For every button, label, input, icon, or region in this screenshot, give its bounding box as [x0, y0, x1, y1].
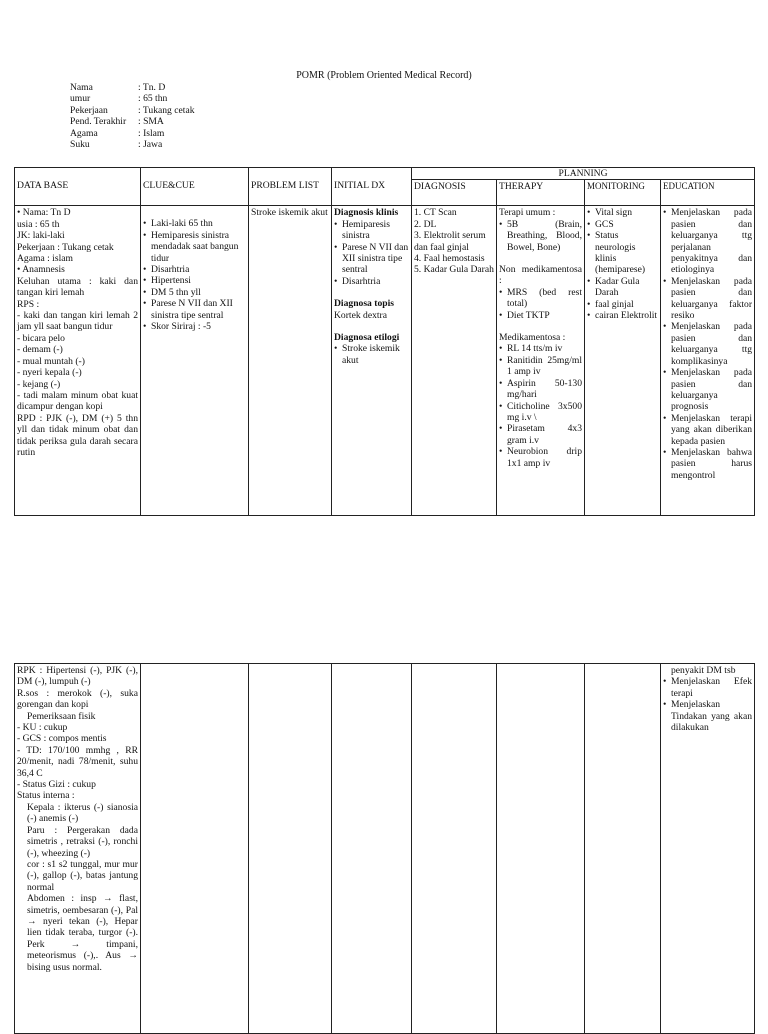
identity-label: umur [70, 93, 91, 105]
education-item: • Menjelaskan terapi yang akan diberikan kepada pasien [663, 413, 752, 447]
clue-cue-cell [141, 206, 249, 516]
dx-klinis-item: • Disarhtria [334, 276, 409, 287]
db-line: Pekerjaan : Tukang cetak [17, 241, 114, 253]
db-line: Paru : Pergerakan dada simetris , retraksi (-), ronchi (-), wheezing (-) [27, 824, 138, 859]
db-line: R.sos : merokok (-), suka gorengan dan kopi [17, 687, 138, 711]
db-line: - KU : cukup [17, 722, 68, 734]
diagnosis-cell [412, 206, 497, 516]
db-line: RPD : PJK (-), DM (+) 5 thn yll dan tidak minum obat dan tidak periksa gula darah secara rutin [17, 412, 138, 458]
patient-identity [70, 82, 298, 150]
header-data-base: DATA BASE [15, 168, 141, 206]
monitoring-item: • Status neurologis klinis (hemiparese) [587, 230, 658, 276]
therapy-item: • Pirasetam 4x3 gram i.v [499, 423, 582, 446]
identity-label: Nama [70, 82, 93, 93]
header-education: EDUCATION [661, 180, 755, 206]
education-item: • Menjelaskan pada pasien dan keluarganya faktor resiko [663, 276, 752, 322]
db-line: - tadi malam minum obat kuat dicampur dengan kopi [17, 389, 138, 413]
db-line: - bicara pelo [17, 332, 65, 344]
identity-label: Agama [70, 127, 98, 139]
education-item: • Menjelaskan pada pasien dan keluarganya ttg komplikasinya [663, 321, 752, 367]
identity-label: Pend. Terakhir [70, 116, 127, 128]
therapy-item: • Aspirin 50-130 mg/hari [499, 378, 582, 401]
therapy-item: • Ranitidin 25mg/ml 1 amp iv [499, 355, 582, 378]
diagnosis-item: 2. DL [414, 218, 437, 230]
monitoring-item: • Vital sign [587, 207, 658, 218]
education-item: • Menjelaskan bahwa pasien harus mengontrol [663, 447, 752, 481]
db-line: JK: laki-laki [17, 230, 65, 242]
identity-value: : SMA [138, 116, 164, 128]
header-problem-list: PROBLEM LIST [249, 168, 332, 206]
db-line: RPK : Hipertensi (-), PJK (-), DM (-), lumpuh (-) [17, 665, 138, 688]
dx-topis-title: Diagnosa topis [334, 298, 394, 310]
diagnosis-item: 5. Kadar Gula Darah [414, 264, 494, 276]
education-item: • Menjelaskan Efek terapi [663, 676, 752, 699]
db-line: - kejang (-) [17, 378, 61, 390]
dx-topis-value: Kortek dextra [334, 309, 388, 321]
monitoring-item: • cairan Elektrolit [587, 310, 658, 321]
identity-value: : Tukang cetak [138, 104, 195, 116]
db-line: - GCS : compos mentis [17, 733, 107, 745]
db-line: - Status Gizi : cukup [17, 779, 96, 791]
therapy-cell [497, 206, 585, 516]
therapy-item: • RL 14 tts/m iv [499, 343, 582, 354]
education-item: • Menjelaskan pada pasien dan keluarganya prognosis [663, 367, 752, 413]
monitoring-item: • faal ginjal [587, 299, 658, 310]
header-initial-dx: INITIAL DX [332, 168, 412, 206]
monitoring-cell-cont [585, 664, 661, 1034]
pomr-table-page2 [14, 663, 755, 1034]
dx-klinis-item: • Parese N VII dan XII sinistra tipe sentral [334, 242, 409, 276]
monitoring-item: • Kadar Gula Darah [587, 276, 658, 299]
header-diagnosis: DIAGNOSIS [412, 180, 497, 206]
db-line: - TD: 170/100 mmhg , RR 20/menit, nadi 78/menit, suhu 36,4 C [17, 744, 138, 779]
clue-item: • Laki-laki 65 thn [143, 218, 246, 229]
data-base-cell [15, 206, 141, 516]
dx-klinis-title: Diagnosis klinis [334, 207, 399, 219]
db-line: Pemeriksaan fisik [27, 710, 96, 722]
db-line: - demam (-) [17, 344, 63, 356]
identity-value: : Jawa [138, 138, 163, 150]
dx-klinis-item: • Hemiparesis sinistra [334, 219, 409, 242]
problem-item: Stroke iskemik akut [251, 207, 328, 219]
identity-label: Suku [70, 138, 90, 150]
page-title: POMR (Problem Oriented Medical Record) [296, 70, 472, 81]
db-line: Abdomen : insp → flast, simetris, oembesaran (-), Pal → nyeri tekan (-), Hepar lien tidak teraba, turgor (-). Perk → timpani, meteorismus (-),. Aus → bising usus normal. [27, 893, 138, 973]
db-line: - kaki dan tangan kiri lemah 2 jam yll saat bangun tidur [17, 310, 138, 333]
education-item: penyakit DM tsb [671, 665, 736, 676]
clue-item: • Disarhtria [143, 264, 246, 275]
db-line: Keluhan utama : kaki dan tangan kiri lemah [17, 275, 138, 299]
therapy-item: • Neurobion drip 1x1 amp iv [499, 446, 582, 469]
header-planning: PLANNING [412, 168, 755, 180]
therapy-med-title: Medikamentosa : [499, 332, 566, 344]
identity-value: : 65 thn [138, 93, 168, 105]
education-cell [661, 206, 755, 516]
dx-etiologi-title: Diagnosa etilogi [334, 332, 400, 344]
db-line: Agama : islam [17, 253, 73, 265]
db-line: cor : s1 s2 tunggal, mur mur (-), gallop (-), batas jantung normal [27, 858, 138, 893]
db-line: RPS : [17, 298, 40, 310]
identity-value: : Islam [138, 127, 165, 139]
problem-list-cell-cont [249, 664, 332, 1034]
therapy-umum-title: Terapi umum : [499, 207, 556, 219]
initial-dx-cell-cont [332, 664, 412, 1034]
clue-cue-cell-cont [141, 664, 249, 1034]
clue-item: • Hemiparesis sinistra mendadak saat bangun tidur [143, 230, 246, 264]
monitoring-item: • GCS [587, 219, 658, 230]
data-base-cell-cont [15, 664, 141, 1034]
pomr-table-page1 [14, 167, 755, 516]
problem-list-cell [249, 206, 332, 516]
header-clue-cue: CLUE&CUE [141, 168, 249, 206]
initial-dx-cell [332, 206, 412, 516]
monitoring-cell [585, 206, 661, 516]
education-item: • Menjelaskan pada pasien dan keluarganya ttg perjalanan penyakitnya dan etiologinya [663, 207, 752, 275]
db-line: - mual muntah (-) [17, 355, 85, 367]
therapy-item: • Diet TKTP [499, 310, 582, 321]
db-line: Kepala : ikterus (-) sianosia (-) anemis (-) [27, 801, 138, 825]
identity-value: : Tn. D [138, 82, 166, 93]
db-line: - nyeri kepala (-) [17, 367, 82, 379]
header-therapy: THERAPY [497, 180, 585, 206]
diagnosis-cell-cont [412, 664, 497, 1034]
education-item: • Menjelaskan Tindakan yang akan dilakukan [663, 699, 752, 733]
db-line: usia : 65 th [17, 218, 60, 230]
therapy-item: • Citicholine 3x500 mg i.v \ [499, 401, 582, 424]
header-monitoring: MONITORING [585, 180, 661, 206]
therapy-item: • MRS (bed rest total) [499, 287, 582, 310]
clue-item: • DM 5 thn yll [143, 287, 246, 298]
diagnosis-item: 3. Elektrolit serum dan faal ginjal [414, 230, 486, 253]
therapy-item: • 5B (Brain, Breathing, Blood, Bowel, Bone) [499, 219, 582, 253]
diagnosis-item: 1. CT Scan [414, 207, 457, 219]
clue-item: • Skor Siriraj : -5 [143, 321, 246, 332]
identity-label: Pekerjaan [70, 104, 108, 116]
clue-item: • Parese N VII dan XII sinistra tipe sentral [143, 298, 246, 321]
education-cell-cont [661, 664, 755, 1034]
db-line: Status interna : [17, 790, 75, 802]
diagnosis-item: 4. Faal hemostasis [414, 253, 485, 265]
dx-etiologi-item: • Stroke iskemik akut [334, 343, 409, 366]
clue-item: • Hipertensi [143, 275, 246, 286]
therapy-non-title: Non medikamentosa : [499, 264, 582, 287]
db-line: • Nama: Tn D [17, 207, 71, 219]
therapy-cell-cont [497, 664, 585, 1034]
db-line: • Anamnesis [17, 264, 65, 276]
